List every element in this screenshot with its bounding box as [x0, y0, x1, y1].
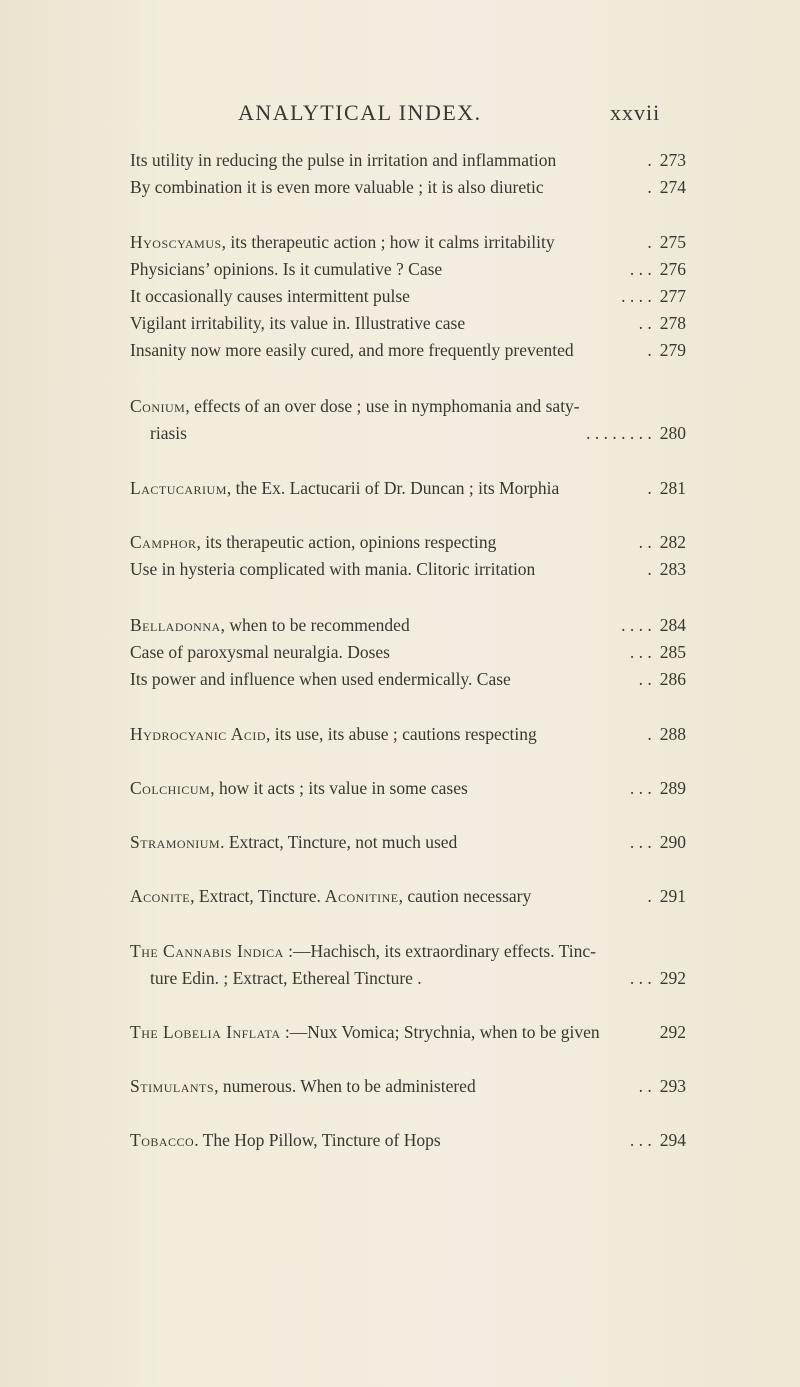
- page-reference: 283: [659, 559, 686, 579]
- index-line: [130, 530, 686, 554]
- page-reference: 274: [659, 177, 686, 197]
- page-reference: 290: [659, 832, 686, 852]
- entry-description: . The Hop Pillow, Tincture of Hops: [194, 1130, 441, 1150]
- page-reference: 289: [659, 778, 686, 798]
- page-reference: 277: [659, 286, 686, 306]
- index-line: [130, 557, 686, 581]
- page-reference: 285: [659, 642, 686, 662]
- leader-dots: . . .: [629, 1130, 652, 1150]
- entry-heading: Aconite: [130, 886, 191, 906]
- index-line: [130, 884, 686, 908]
- entry-heading: Camphor: [130, 532, 197, 552]
- running-title: ANALYTICAL INDEX.: [238, 100, 482, 125]
- index-line: [130, 1128, 686, 1152]
- index-line: [130, 148, 686, 172]
- leader-dots: . . .: [629, 968, 652, 988]
- entry-description: Its utility in reducing the pulse in irritation and inflammation: [130, 150, 557, 170]
- page-reference: 294: [659, 1130, 686, 1150]
- entry-heading: Hydrocyanic Acid: [130, 724, 267, 744]
- index-line: [130, 939, 686, 963]
- page-reference: 276: [659, 259, 686, 279]
- entry-text: [130, 1128, 441, 1152]
- entry-heading: Lactucarium: [130, 478, 227, 498]
- page-reference: 281: [659, 478, 686, 498]
- entry-heading: Hyoscyamus: [130, 232, 222, 252]
- entry-text: [130, 230, 555, 254]
- index-line: [150, 966, 686, 990]
- leader-dots: . . .: [629, 832, 652, 852]
- entry-text: [130, 1020, 600, 1044]
- entry-description: , its therapeutic action, opinions respecting: [196, 532, 497, 552]
- page-reference: 292: [659, 968, 686, 988]
- leader-dots: . .: [638, 532, 652, 552]
- index-line: [130, 338, 686, 362]
- entry-description: , when to be recommended: [220, 615, 410, 635]
- index-line: [130, 1074, 686, 1098]
- roman-page-number: xxvii: [610, 100, 661, 125]
- entry-text: [130, 1074, 476, 1098]
- leader-dots: .: [647, 886, 652, 906]
- entry-text: [130, 722, 537, 746]
- index-line: [130, 667, 686, 691]
- leader-dots: . . .: [629, 259, 652, 279]
- entry-description: ture Edin. ; Extract, Ethereal Tincture .: [150, 968, 422, 988]
- leader-dots: . .: [638, 1076, 652, 1096]
- index-line: [130, 722, 686, 746]
- index-line: [130, 476, 686, 500]
- leader-dots: .: [647, 232, 652, 252]
- entry-description: Insanity now more easily cured, and more frequently prevented: [130, 340, 574, 360]
- leader-dots: . . .: [629, 778, 652, 798]
- leader-dots: . . . .: [621, 286, 652, 306]
- index-line: [130, 1020, 686, 1044]
- entry-description: , its use, its abuse ; cautions respecting: [266, 724, 537, 744]
- entry-description: . Extract, Tincture, not much used: [220, 832, 458, 852]
- entry-text: [130, 640, 390, 664]
- index-line: [130, 175, 686, 199]
- entry-heading: The Lobelia Inflata: [130, 1022, 281, 1042]
- entry-text: [130, 557, 535, 581]
- entry-text: [130, 884, 531, 908]
- page-reference: 291: [659, 886, 686, 906]
- page-reference: 284: [659, 615, 686, 635]
- entry-text: [130, 394, 580, 418]
- leader-dots: .: [647, 559, 652, 579]
- page-reference: 282: [659, 532, 686, 552]
- entry-description: :—Nux Vomica; Strychnia, when to be given: [280, 1022, 600, 1042]
- entry-heading: Conium: [130, 396, 186, 416]
- index-line: [130, 613, 686, 637]
- entry-text: [130, 148, 556, 172]
- index-line: [130, 394, 686, 418]
- index-line: [130, 257, 686, 281]
- page-reference: 275: [659, 232, 686, 252]
- index-line: [130, 830, 686, 854]
- page-reference: 286: [659, 669, 686, 689]
- entry-text: [130, 830, 457, 854]
- entry-description: , the Ex. Lactucarii of Dr. Duncan ; its Morphia: [226, 478, 560, 498]
- entry-text: [130, 476, 559, 500]
- entry-description: By combination it is even more valuable ; it is also diuretic: [130, 177, 544, 197]
- entry-heading: Belladonna: [130, 615, 221, 635]
- entry-description: , caution necessary: [398, 886, 532, 906]
- entry-text: [130, 338, 574, 362]
- entry-description: , how it acts ; its value in some cases: [210, 778, 468, 798]
- leader-dots: .: [647, 724, 652, 744]
- leader-dots: .: [647, 150, 652, 170]
- page-reference: 279: [659, 340, 686, 360]
- leader-dots: . . . .: [621, 615, 652, 635]
- page-reference: 288: [659, 724, 686, 744]
- entry-description: Case of paroxysmal neuralgia. Doses: [130, 642, 390, 662]
- entry-heading: Stimulants: [130, 1076, 215, 1096]
- entry-text: [130, 257, 442, 281]
- leader-dots: .: [647, 177, 652, 197]
- entry-description: Its power and influence when used endermically. Case: [130, 669, 511, 689]
- leader-dots: . .: [638, 669, 652, 689]
- entry-heading: The Cannabis Indica: [130, 941, 284, 961]
- leader-dots: .: [647, 478, 652, 498]
- entry-description: , Extract, Tincture.: [190, 886, 321, 906]
- index-line: [150, 421, 686, 445]
- index-line: [130, 640, 686, 664]
- index-line: [130, 311, 686, 335]
- page-reference: 293: [659, 1076, 686, 1096]
- index-line: [130, 776, 686, 800]
- entry-description: , its therapeutic action ; how it calms irritability: [221, 232, 555, 252]
- entry-text: [150, 966, 422, 990]
- page-reference: 292: [659, 1022, 686, 1042]
- entry-description: riasis: [150, 423, 187, 443]
- entry-text: [130, 613, 410, 637]
- leader-dots: . .: [638, 313, 652, 333]
- entry-text: [130, 175, 544, 199]
- entry-description: :—Hachisch, its extraordinary effects. Tinc-: [283, 941, 596, 961]
- entry-text: [130, 776, 468, 800]
- index-line: [130, 230, 686, 254]
- entry-heading: Aconitine: [320, 886, 399, 906]
- entry-description: , effects of an over dose ; use in nymphomania and saty-: [185, 396, 580, 416]
- entry-description: , numerous. When to be administered: [214, 1076, 476, 1096]
- entry-text: [150, 421, 187, 445]
- entry-description: Use in hysteria complicated with mania. Clitoric irritation: [130, 559, 536, 579]
- leader-dots: . . .: [629, 642, 652, 662]
- entry-text: [130, 284, 410, 308]
- entry-heading: Stramonium: [130, 832, 221, 852]
- leader-dots: .: [647, 340, 652, 360]
- entry-heading: Colchicum: [130, 778, 211, 798]
- entry-description: Physicians’ opinions. Is it cumulative ? Case: [130, 259, 443, 279]
- entry-description: Vigilant irritability, its value in. Illustrative case: [130, 313, 466, 333]
- index-line: [130, 284, 686, 308]
- entry-text: [130, 530, 496, 554]
- page-reference: 280: [659, 423, 686, 443]
- page-reference: 273: [659, 150, 686, 170]
- entry-text: [130, 939, 596, 963]
- entry-text: [130, 311, 465, 335]
- entry-text: [130, 667, 511, 691]
- entry-description: It occasionally causes intermittent pulse: [130, 286, 410, 306]
- page-reference: 278: [659, 313, 686, 333]
- entry-heading: Tobacco: [130, 1130, 195, 1150]
- leader-dots: . . . . . . . .: [586, 423, 652, 443]
